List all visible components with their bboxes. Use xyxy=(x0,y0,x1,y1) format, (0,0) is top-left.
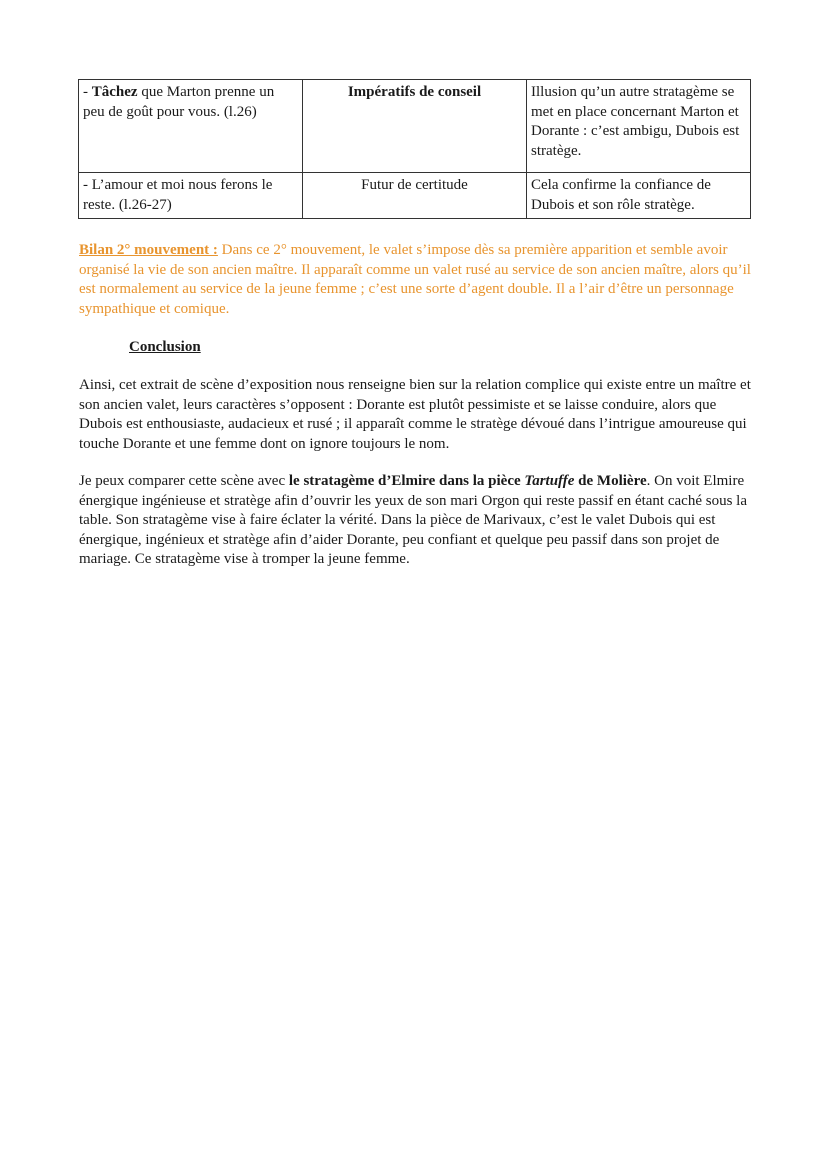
conclusion-heading: Conclusion xyxy=(129,339,201,355)
conclusion-paragraph-1: Ainsi, cet extrait de scène d’exposition nous renseigne bien sur la relation complice qui existe entre un maître et son ancien valet, leurs caractères s’opposent : Dorante est plutôt pessimiste et se laisse conduire, alors que Dubois est enthousiaste, audacieux et rusé ; il apparaît comme le stratège dévoué dans l’intrigue amoureuse qui touche Dorante et une femme dont on ignore toujours le nom. xyxy=(79,377,751,452)
play-title-tartuffe: Tartuffe xyxy=(524,473,575,489)
bilan-text: Dans ce 2° mouvement, le valet s’impose dès sa première apparition et semble avoir organisé la vie de son ancien maître. Il apparaît comme un valet rusé au service de son ancien maître, alors qu’il est normalement au service de la jeune femme ; c’est une sorte d’agent double. Il a l’air d’être un personnage sympathique et comique. xyxy=(79,242,751,317)
table-row xyxy=(79,80,751,173)
quote-keyword: Tâchez xyxy=(91,84,138,100)
para2-intro: Je peux comparer cette scène avec xyxy=(79,473,289,489)
bilan-title: Bilan 2° mouvement : xyxy=(79,242,218,258)
quote-text: que Marton prenne un peu de goût pour vous. (l.26) xyxy=(83,84,275,120)
para2-bold-1: le stratagème d’Elmire dans la pièce xyxy=(288,473,525,489)
conclusion-paragraph-2 xyxy=(79,472,751,570)
quote-cell xyxy=(79,80,303,173)
quote-prefix: - xyxy=(83,84,92,100)
table-row xyxy=(79,173,751,219)
procede-cell: Impératifs de conseil xyxy=(303,80,527,173)
para2-bold-2: de Molière xyxy=(574,473,647,489)
interpretation-cell: Cela confirme la confiance de Dubois et son rôle stratège. xyxy=(527,173,751,219)
bilan-paragraph xyxy=(79,241,751,319)
para2-rest: . On voit Elmire énergique ingénieuse et stratège afin d’ouvrir les yeux de son mari Orgon qui reste passif en étant caché sous la table. Son stratagème vise à faire éclater la vérité. Dans la pièce de Marivaux, c’est le valet Dubois qui est énergique, ingénieux et stratège afin d’aider Dorante, peu confiant et quelque peu passif dans son projet de mariage. Ce stratagème vise à tromper la jeune femme. xyxy=(79,473,747,567)
quote-cell: - L’amour et moi nous ferons le reste. (l.26-27) xyxy=(79,173,303,219)
analysis-table xyxy=(78,79,751,219)
interpretation-cell: Illusion qu’un autre stratagème se met en place concernant Marton et Dorante : c’est ambigu, Dubois est stratège. xyxy=(527,80,751,173)
procede-cell: Futur de certitude xyxy=(303,173,527,219)
